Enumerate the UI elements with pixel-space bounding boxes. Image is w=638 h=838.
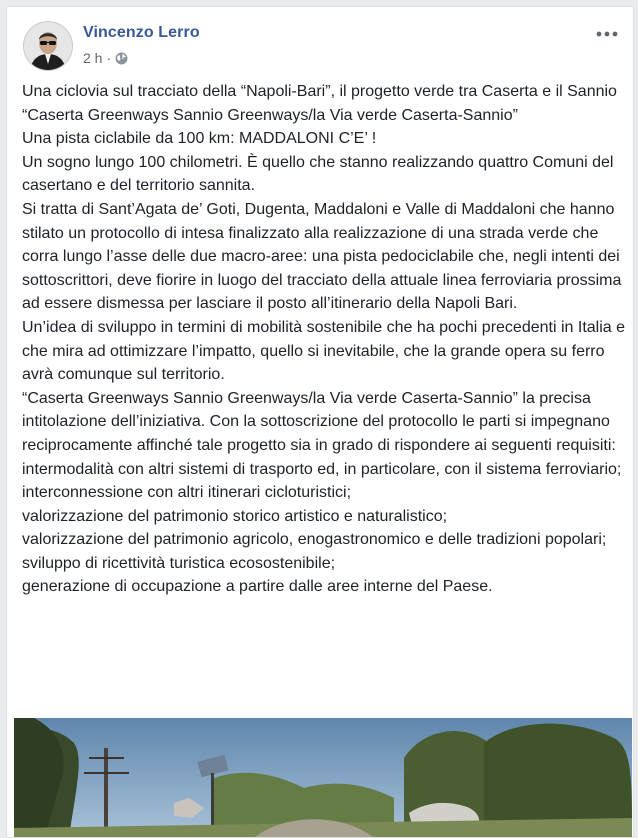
globe-icon[interactable] <box>115 52 128 65</box>
post-paragraph: Una pista ciclabile da 100 km: MADDALONI C’E’ ! <box>22 130 377 148</box>
post-paragraph: Una ciclovia sul tracciato della “Napoli-Bari”, il progetto verde tra Caserta e il Sannio <box>22 83 617 100</box>
post-photo[interactable] <box>14 718 632 838</box>
post-paragraph: valorizzazione del patrimonio agricolo, enogastronomico e delle tradizioni popolari; sviluppo di ricettività turistica ecosostenibile; <box>22 531 607 572</box>
post-paragraph: “Caserta Greenways Sannio Greenways/la Via verde Caserta-Sannio” la precisa intitolazione dell’iniziativa. Con la sottoscrizione del protocollo le parti si impegnano reciprocamente affinché tale progetto sia in grado di rispondere ai seguenti requisiti: <box>22 389 616 454</box>
post-paragraph: valorizzazione del patrimonio storico artistico e naturalistico; <box>22 507 448 525</box>
post-paragraph: interconnessione con altri itinerari cicloturistici; <box>22 484 352 502</box>
more-options-icon[interactable] <box>593 24 621 44</box>
post-card <box>6 6 634 838</box>
post-paragraph: Un’idea di sviluppo in termini di mobilità sostenibile che ha pochi precedenti in Italia e che mira ad ottimizzare l’impatto, quello si inevitabile, che la grande opera su ferro avrà comunque sul territorio. <box>22 318 626 384</box>
meta-separator: · <box>106 50 112 66</box>
post-paragraph: generazione di occupazione a partire dalle aree interne del Paese. <box>22 578 493 596</box>
post-timestamp[interactable]: 2 h <box>83 50 103 66</box>
post-paragraph: Si tratta di Sant’Agata de’ Goti, Dugenta, Maddaloni e Valle di Maddaloni che hanno stilato un protocollo di intesa finalizzato alla realizzazione di una strada verde che corra lungo l’asse delle due macro-aree: una pista pedociclabile che, negli intenti dei sottoscrittori, deve fiorire in luogo del tracciato della attuale linea ferroviaria prossima ad essere dismessa per lasciare il posto all’itinerario della Napoli Bari. <box>22 200 622 313</box>
post-paragraph: Un sogno lungo 100 chilometri. È quello che stanno realizzando quattro Comuni del casertano e del territorio sannita. <box>22 153 614 195</box>
post-meta <box>83 50 128 66</box>
author-name[interactable]: Vincenzo Lerro <box>83 24 200 41</box>
author-avatar[interactable] <box>23 21 73 71</box>
post-body <box>22 80 626 599</box>
post-paragraph: “Caserta Greenways Sannio Greenways/la Via verde Caserta-Sannio” <box>22 106 518 124</box>
post-paragraph: intermodalità con altri sistemi di trasporto ed, in particolare, con il sistema ferroviario; <box>22 460 622 478</box>
